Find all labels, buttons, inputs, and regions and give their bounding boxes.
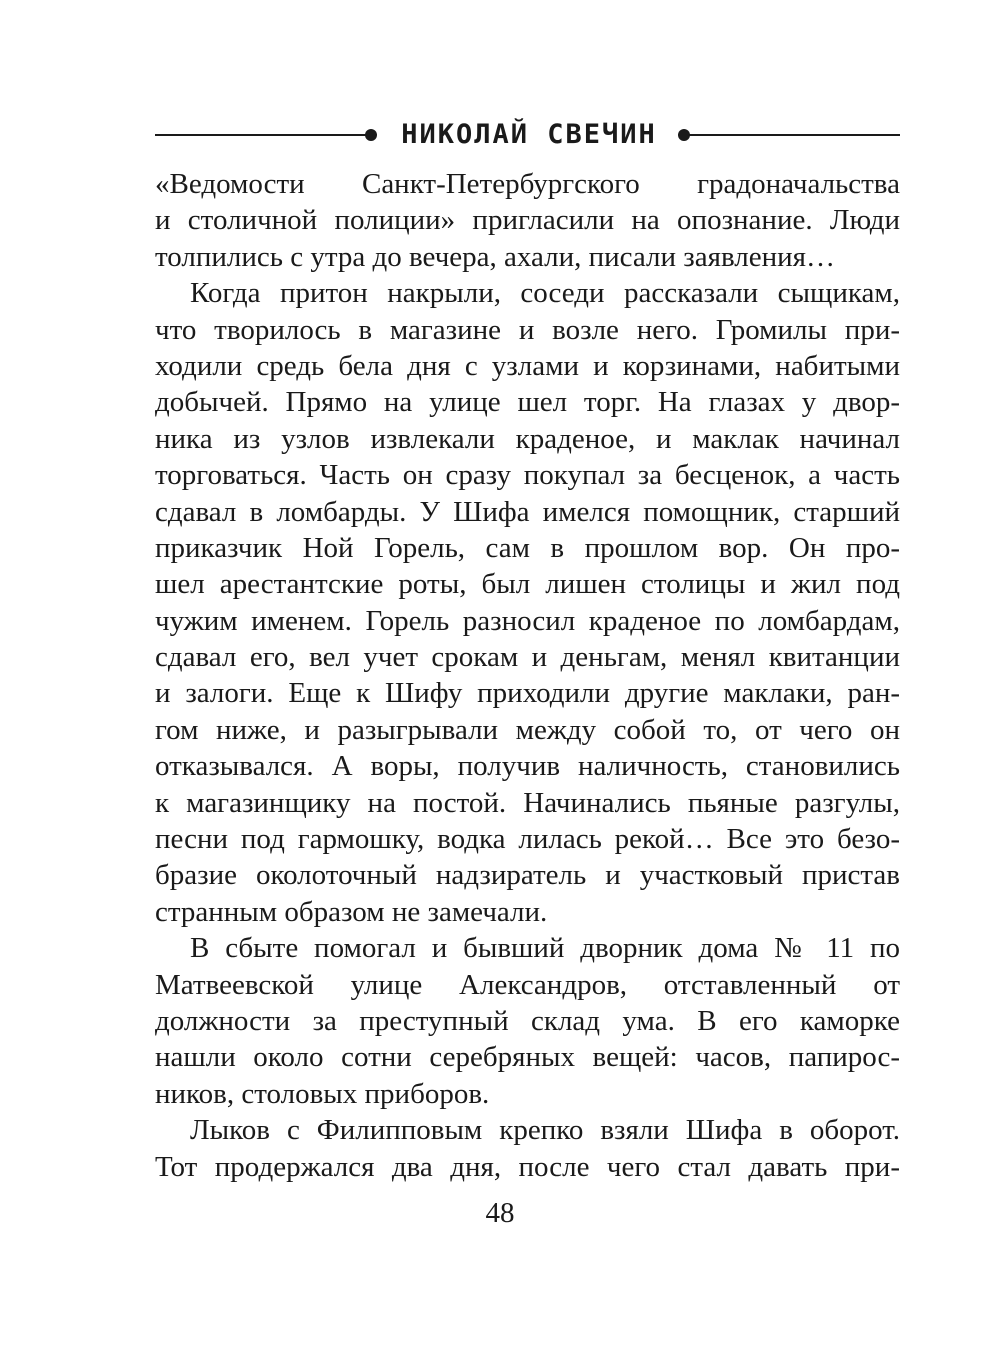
header-rule-right [684, 134, 900, 136]
text-line: шел арестантские роты, был лишен столицы и жил под [155, 568, 900, 601]
text-line: торговаться. Часть он сразу покупал за бесценок, а часть [155, 459, 900, 492]
text-line: странным образом не замечали. [155, 895, 548, 928]
body-text [155, 166, 900, 1185]
header-bullet-left-icon [365, 129, 377, 141]
text-line: Матвеевской улице Александров, отставленный от [155, 968, 900, 1001]
text-line: песни под гармошку, водка лилась рекой… Все это безо- [155, 823, 900, 856]
text-line: и залоги. Еще к Шифу приходили другие маклаки, ран- [155, 677, 900, 710]
header-rule-left [155, 134, 369, 136]
text-line: Лыков с Филипповым крепко взяли Шифа в оборот. [190, 1114, 900, 1147]
text-line: бразие околоточный надзиратель и участковый пристав [155, 859, 900, 892]
text-line: чужим именем. Горель разносил краденое по ломбардам, [155, 604, 900, 637]
text-line: ходили средь бела дня с узлами и корзинами, набитыми [155, 349, 900, 382]
text-line: добычей. Прямо на улице шел торг. На глазах у двор- [155, 386, 900, 419]
text-line: Когда притон накрыли, соседи рассказали сыщикам, [190, 277, 900, 310]
text-line: сдавал его, вел учет срокам и деньгам, менял квитанции [155, 641, 900, 674]
text-line: гом ниже, и разыгрывали между собой то, от чего он [155, 713, 900, 746]
text-line: «Ведомости Санкт-Петербургского градоначальства [155, 168, 900, 200]
text-line: приказчик Ной Горель, сам в прошлом вор. Он про- [155, 531, 900, 564]
text-line: нашли около сотни серебряных вещей: часов, папирос- [155, 1041, 900, 1074]
page-number: 48 [485, 1197, 515, 1229]
running-header [155, 118, 900, 152]
text-line: ников, столовых приборов. [155, 1077, 490, 1110]
text-line: должности за преступный склад ума. В его каморке [155, 1004, 900, 1037]
text-line: В сбыте помогал и бывший дворник дома № 11 по [190, 932, 900, 965]
text-line: что творилось в магазине и возле него. Громилы при- [155, 313, 900, 346]
text-line: толпились с утра до вечера, ахали, писали заявления… [155, 240, 835, 273]
text-line: и столичной полиции» пригласили на опознание. Люди [155, 204, 900, 237]
text-line: к магазинщику на постой. Начинались пьяные разгулы, [155, 786, 900, 819]
header-author-name: НИКОЛАЙ СВЕЧИН [401, 119, 657, 150]
text-line: Тот продержался два дня, после чего стал давать при- [155, 1150, 900, 1183]
text-line: отказывался. А воры, получив наличность, становились [155, 750, 900, 783]
text-line: сдавал в ломбарды. У Шифа имелся помощник, старший [155, 495, 900, 528]
text-line: ника из узлов извлекали краденое, и маклак начинал [155, 422, 900, 455]
